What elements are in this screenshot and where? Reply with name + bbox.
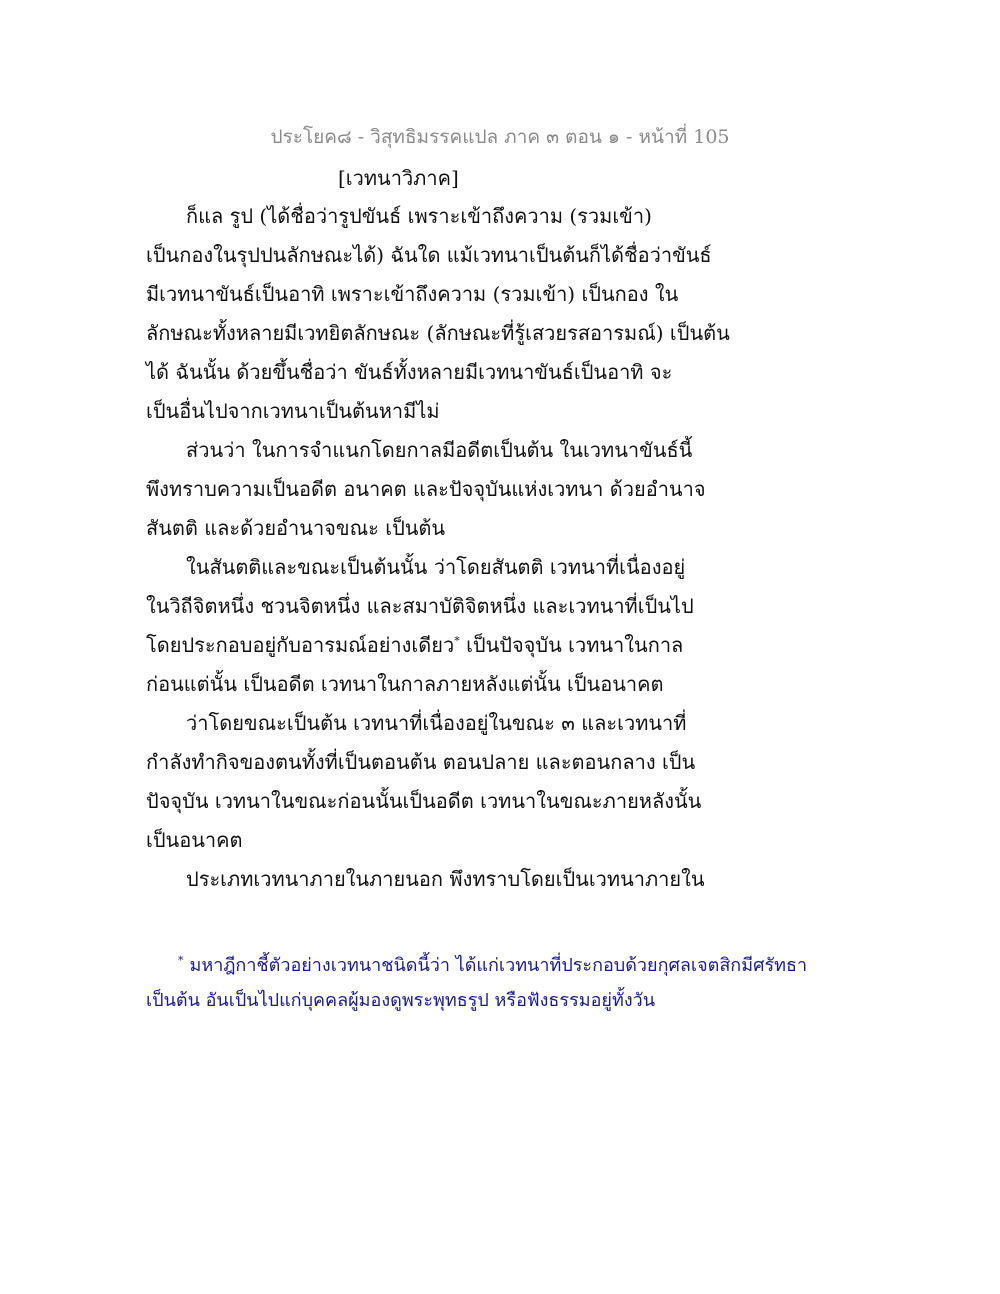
footnote-text: มหาฎีกาชี้ตัวอย่างเวทนาชนิดนี้ว่า ได้แก่เวทนาที่ประกอบด้วยกุศลเจตสิกมีศรัทธา <box>189 955 808 976</box>
body-line-part: เป็นปัจจุบัน เวทนาในกาล <box>466 633 684 657</box>
body-line: เป็นอนาคต <box>146 828 243 852</box>
body-line <box>146 633 683 657</box>
body-line: ก็แล รูป (ได้ชื่อว่ารูปขันธ์ เพราะเข้าถึงความ (รวมเข้า) <box>186 204 652 228</box>
body-line: ก่อนแต่นั้น เป็นอดีต เวทนาในกาลภายหลังแต่นั้น เป็นอนาคต <box>146 672 664 696</box>
body-line: ลักษณะทั้งหลายมีเวทยิตลักษณะ (ลักษณะที่รู้เสวยรสอารมณ์) เป็นต้น <box>146 321 730 345</box>
section-title: [เวทนาวิภาค] <box>338 166 459 190</box>
footnote-line: เป็นต้น อันเป็นไปแก่บุคคลผู้มองดูพระพุทธรูป หรือฟังธรรมอยู่ทั้งวัน <box>146 990 656 1011</box>
body-line: ในสันตติและขณะเป็นต้นนั้น ว่าโดยสันตติ เวทนาที่เนื่องอยู่ <box>186 555 686 579</box>
footnote-line <box>178 954 807 977</box>
body-line: สันตติ และด้วยอำนาจขณะ เป็นต้น <box>146 516 446 540</box>
body-line: ปัจจุบัน เวทนาในขณะก่อนนั้นเป็นอดีต เวทนาในขณะภายหลังนั้น <box>146 789 702 813</box>
body-line-part: โดยประกอบอยู่กับอารมณ์อย่างเดียว <box>146 633 455 657</box>
body-line: เป็นกองในรุปปนลักษณะได้) ฉันใด แม้เวทนาเป็นต้นก็ได้ชื่อว่าขันธ์ <box>146 243 712 267</box>
body-line: เป็นอื่นไปจากเวทนาเป็นต้นหามีไม่ <box>146 399 440 423</box>
body-line: ว่าโดยขณะเป็นต้น เวทนาที่เนื่องอยู่ในขณะ ๓ และเวทนาที่ <box>186 711 687 735</box>
body-line: พึงทราบความเป็นอดีต อนาคต และปัจจุบันแห่งเวทนา ด้วยอำนาจ <box>146 477 706 501</box>
body-line: กำลังทำกิจของตนทั้งที่เป็นตอนต้น ตอนปลาย และตอนกลาง เป็น <box>146 750 696 774</box>
page-header: ประโยค๘ - วิสุทธิมรรคแปล ภาค ๓ ตอน ๑ - หน้าที่ 105 <box>270 126 730 148</box>
body-line: ได้ ฉันนั้น ด้วยขึ้นชื่อว่า ขันธ์ทั้งหลายมีเวทนาขันธ์เป็นอาทิ จะ <box>146 360 673 384</box>
body-line: ในวิถีจิตหนึ่ง ชวนจิตหนึ่ง และสมาบัติจิตหนึ่ง และเวทนาที่เป็นไป <box>146 594 694 618</box>
footnote-marker: * <box>178 954 184 967</box>
body-line: ประเภทเวทนาภายในภายนอก พึงทราบโดยเป็นเวทนาภายใน <box>186 867 705 891</box>
body-line: ส่วนว่า ในการจำแนกโดยกาลมีอดีตเป็นต้น ในเวทนาขันธ์นี้ <box>186 438 693 462</box>
footnote-reference: * <box>454 634 460 648</box>
body-line: มีเวทนาขันธ์เป็นอาทิ เพราะเข้าถึงความ (รวมเข้า) เป็นกอง ใน <box>146 282 679 306</box>
